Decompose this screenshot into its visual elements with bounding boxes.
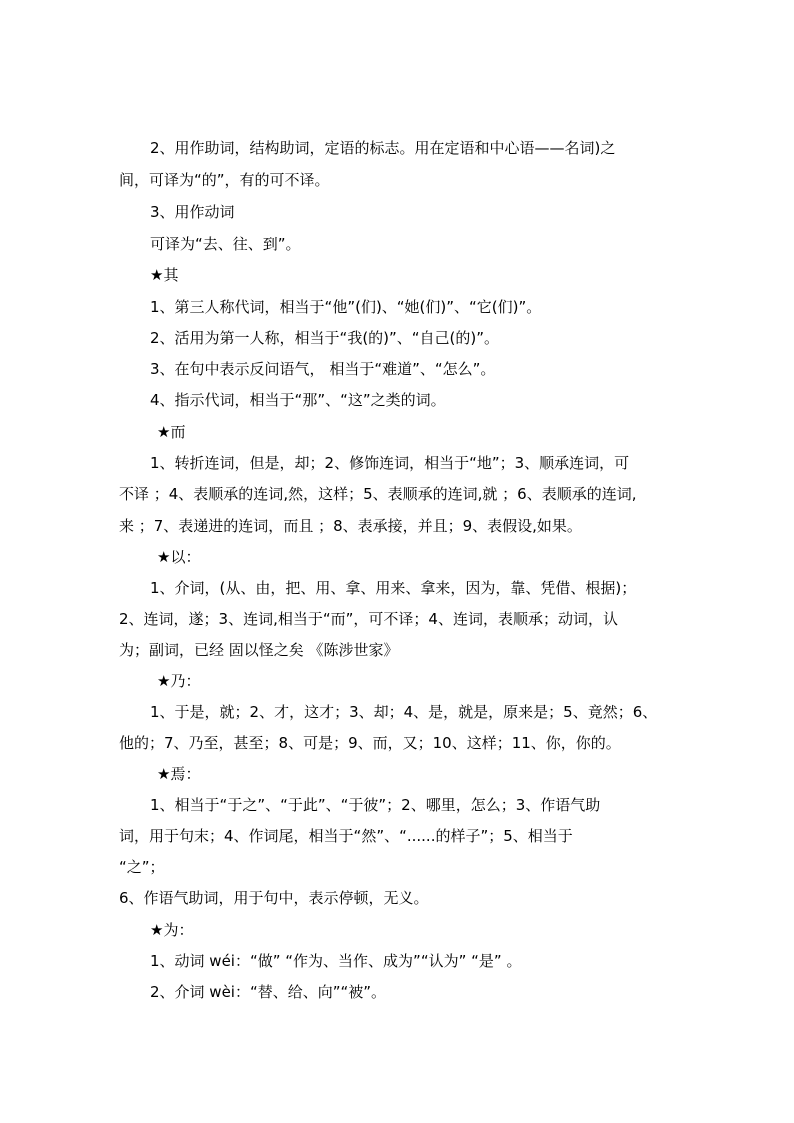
text-line: 为；副词，已经 固以怪之矣 《陈涉世家》 [119, 641, 399, 659]
section-heading: ★乃： [157, 672, 201, 690]
text-line: 1、于是，就；2、才，这才；3、却；4、是，就是，原来是；5、竟然；6、 [150, 703, 658, 721]
section-heading: ★而 [157, 423, 186, 441]
text-line: 间，可译为“的”，有的可不译。 [119, 171, 330, 189]
text-line: 2、介词 wèi：“替、给、向”“被”。 [150, 983, 387, 1001]
text-line: 1、动词 wéi：“做” “作为、当作、成为”“认为” “是” 。 [150, 952, 522, 970]
text-line: 可译为“去、往、到”。 [150, 235, 301, 253]
text-line: 2、活用为第一人称，相当于“我(的)”、“自己(的)”。 [150, 329, 500, 347]
text-line: 1、转折连词，但是，却；2、修饰连词，相当于“地”；3、顺承连词，可 [150, 454, 630, 472]
section-heading: ★其 [150, 266, 179, 284]
text-line: 1、介词，(从、由，把、用、拿、用来、拿来，因为，靠、凭借、根据)； [150, 579, 637, 597]
section-heading: ★焉： [157, 765, 201, 783]
text-line: 2、连词，遂；3、连词,相当于“而”，可不译；4、连词，表顺承；动词，认 [119, 610, 618, 628]
section-heading: ★为： [150, 921, 194, 939]
text-line: “之”； [119, 858, 165, 876]
text-line: 4、指示代词，相当于“那”、“这”之类的词。 [150, 391, 446, 409]
text-line: 2、用作助词，结构助词，定语的标志。用在定语和中心语——名词)之 [150, 139, 616, 157]
text-line: 1、相当于“于之”、“于此”、“于彼”；2、哪里，怎么；3、作语气助 [150, 796, 601, 814]
text-line: 词，用于句末；4、作词尾，相当于“然”、“......的样子”；5、相当于 [119, 827, 573, 845]
text-line: 3、在句中表示反问语气， 相当于“难道”、“怎么”。 [150, 360, 496, 378]
text-line: 他的；7、乃至，甚至；8、可是；9、而，又；10、这样；11、你，你的。 [119, 734, 621, 752]
text-line: 3、用作动词 [150, 203, 235, 221]
text-line: 来 ；7、表递进的连词，而且 ；8、表承接，并且；9、表假设,如果。 [119, 517, 582, 535]
section-heading: ★以： [157, 548, 201, 566]
text-line: 6、作语气助词，用于句中，表示停顿，无义。 [119, 889, 429, 907]
text-line: 1、第三人称代词，相当于“他”(们)、“她(们)”、“它(们)”。 [150, 298, 542, 316]
text-line: 不译 ；4、表顺承的连词,然，这样；5、表顺承的连词,就 ；6、表顺承的连词, [119, 485, 637, 503]
